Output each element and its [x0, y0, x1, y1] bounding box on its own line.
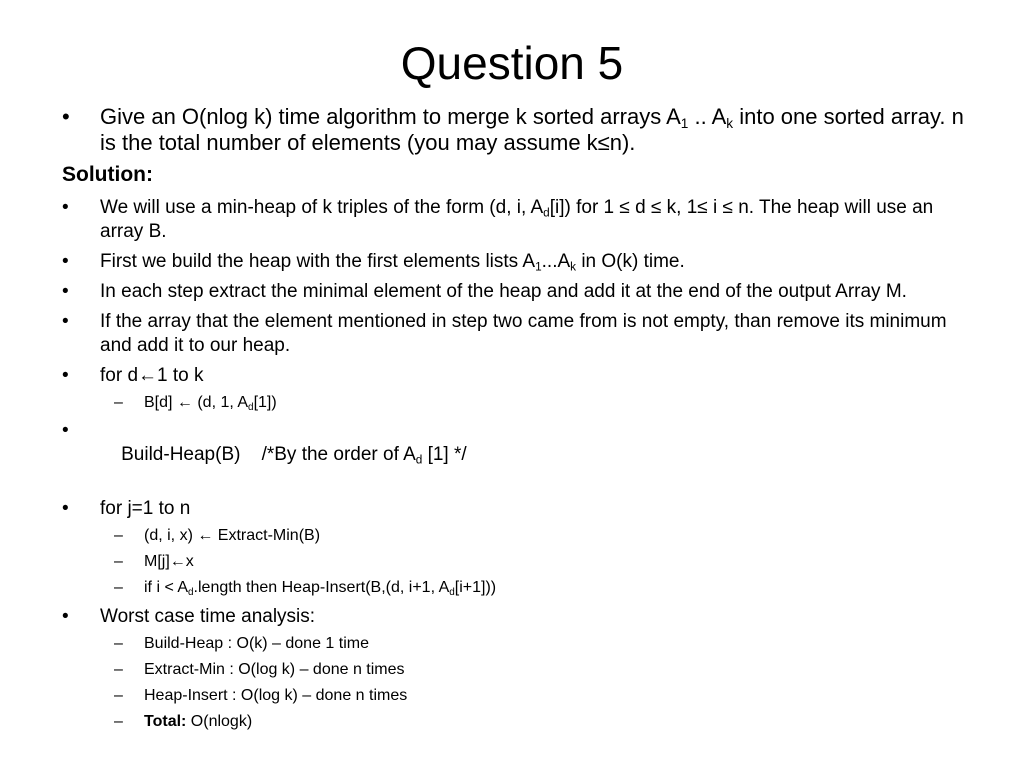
bullet-text: First we build the heap with the first elements lists A [100, 251, 536, 272]
loop-j-extract [62, 525, 967, 546]
sub-bullet-text: (d, i, x) [144, 527, 198, 544]
build-heap-bullet [62, 419, 967, 491]
subscript: 1 [535, 260, 542, 274]
analysis-heap-insert: – Heap-Insert : O(log k) – done n times [62, 685, 967, 706]
left-arrow-icon: ← [169, 553, 186, 570]
left-arrow-icon: ← [176, 394, 193, 411]
loop-d-body [62, 392, 967, 413]
total-value: O(nlogk) [186, 713, 253, 730]
sub-bullet-text: (d, 1, A [192, 394, 249, 411]
subscript: d [449, 586, 455, 598]
question-text: into one sorted array. n is the total number of elements (you may assume k≤n). [100, 104, 964, 155]
bullet-text: Worst case time analysis: [100, 606, 316, 627]
subscript: d [248, 401, 254, 413]
subscript: d [415, 453, 423, 467]
bullet-text: If the array that the element mentioned in step two came from is not empty, than remove its minimum and add it to our heap. [100, 311, 947, 356]
bullet-text: [i]) for 1 ≤ d ≤ k, 1≤ i ≤ n. The heap will use an array B. [100, 197, 934, 242]
loop-j-assign [62, 551, 967, 572]
solution-bullet-extract [62, 280, 967, 304]
subscript: d [188, 586, 194, 598]
bullet-text: for j=1 to n [100, 498, 191, 519]
bullet-text: Build-Heap(B) /*By the order of A [121, 444, 416, 465]
solution-bullet-refill [62, 310, 967, 358]
bullet-text: for d [100, 365, 139, 386]
sub-bullet-text: x [185, 553, 194, 570]
sub-bullet-text: if i < A [144, 579, 189, 596]
bullet-text: In each step extract the minimal element of the heap and add it at the end of the output Array M. [100, 281, 907, 302]
loop-j-insert [62, 577, 967, 598]
subscript: k [570, 260, 577, 274]
sub-bullet-text: [i+1])) [454, 579, 497, 596]
solution-bullet-build [62, 250, 967, 274]
bullet-text: We will use a min-heap of k triples of the form (d, i, A [100, 197, 544, 218]
bullet-text: in O(k) time. [576, 251, 685, 272]
sub-bullet-text: Extract-Min(B) [213, 527, 321, 544]
sub-bullet-text: B[d] [144, 394, 177, 411]
bullet-text: 1 to k [157, 365, 204, 386]
analysis-extract-min: – Extract-Min : O(log k) – done n times [62, 659, 967, 680]
subscript: k [726, 115, 734, 131]
question-bullet [62, 104, 967, 156]
subscript: d [543, 206, 550, 220]
question-text: .. A [688, 104, 727, 129]
sub-bullet-text: .length then Heap-Insert(B,(d, i+1, A [193, 579, 450, 596]
subscript: 1 [680, 115, 689, 131]
total-label: Total: [144, 713, 187, 730]
question-text: Give an O(nlog k) time algorithm to merge k sorted arrays A [100, 104, 681, 129]
bullet-text: [1] */ [422, 444, 467, 465]
loop-j-bullet [62, 497, 967, 521]
sub-bullet-text: M[j] [144, 553, 170, 570]
analysis-build-heap: – Build-Heap : O(k) – done 1 time [62, 633, 967, 654]
bullet-text: ...A [541, 251, 571, 272]
left-arrow-icon: ← [138, 365, 158, 386]
slide-title: Question 5 [400, 37, 624, 89]
analysis-total [62, 711, 967, 732]
loop-d-bullet [62, 364, 967, 388]
left-arrow-icon: ← [197, 527, 214, 544]
slide-body [62, 104, 967, 732]
sub-bullet-text: [1]) [253, 394, 277, 411]
analysis-bullet [62, 605, 967, 629]
solution-heading: Solution: [62, 163, 153, 186]
solution-bullet-heap [62, 196, 967, 244]
